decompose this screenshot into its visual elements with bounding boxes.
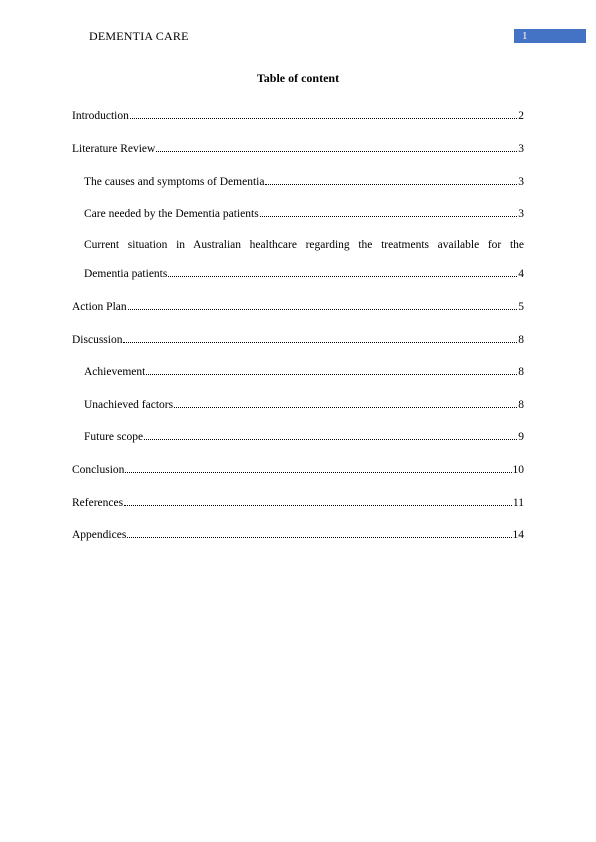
toc-entry-page: 8 [518, 399, 524, 412]
dot-leader [123, 333, 517, 343]
toc-entry-unachieved-factors[interactable] [84, 398, 524, 411]
toc-entry-future-scope[interactable] [84, 430, 524, 443]
dot-leader [144, 430, 517, 440]
toc-entry-page: 3 [518, 143, 524, 156]
dot-leader [260, 207, 518, 217]
toc-entry-page: 11 [512, 497, 524, 510]
toc-entry-conclusion[interactable] [72, 463, 524, 476]
toc-entry-label: Unachieved factors [84, 399, 174, 412]
dot-leader [156, 142, 517, 152]
dot-leader [124, 496, 512, 506]
toc-entry-references[interactable] [72, 496, 524, 509]
toc-entry-page: 2 [518, 110, 524, 123]
dot-leader [130, 109, 517, 119]
toc-entry-introduction[interactable] [72, 109, 524, 122]
toc-entry-literature-review[interactable] [72, 142, 524, 155]
toc-entry-label: Introduction [72, 110, 129, 123]
dot-leader [127, 528, 511, 538]
toc-entry-page: 5 [518, 301, 524, 314]
dot-leader [265, 175, 517, 185]
toc-entry-page: 8 [518, 366, 524, 379]
dot-leader [128, 300, 518, 310]
toc-entry-label: Action Plan [72, 301, 127, 314]
toc-entry-label: Future scope [84, 431, 144, 444]
toc-entry-page: 3 [518, 208, 524, 221]
toc-entry-page: 3 [518, 176, 524, 189]
toc-entry-action-plan[interactable] [72, 300, 524, 313]
toc-entry-label: The causes and symptoms of Dementia [84, 176, 265, 189]
toc-entry-appendices[interactable] [72, 528, 524, 541]
toc-entry-page: 10 [512, 464, 524, 477]
dot-leader [168, 267, 517, 277]
toc-entry-page: 9 [518, 431, 524, 444]
running-header-title: DEMENTIA CARE [89, 29, 189, 43]
toc-entry-label: Discussion [72, 334, 123, 347]
toc-entry-causes-symptoms[interactable] [84, 175, 524, 188]
toc-heading: Table of content [256, 71, 340, 85]
page-number-badge: 1 [514, 29, 586, 43]
toc-entry-page: 8 [518, 334, 524, 347]
toc-entry-label: Appendices [72, 529, 127, 542]
toc-entry-page: 4 [518, 268, 524, 281]
dot-leader [174, 398, 517, 408]
toc-entry-label: Conclusion [72, 464, 125, 477]
toc-entry-label: Dementia patients [84, 268, 168, 281]
dot-leader [146, 365, 517, 375]
dot-leader [125, 463, 511, 473]
toc-entry-label: References [72, 497, 124, 510]
toc-entry-care-needed[interactable] [84, 207, 524, 220]
toc-entry-discussion[interactable] [72, 333, 524, 346]
toc-entry-page: 14 [512, 529, 524, 542]
toc-entry-achievement[interactable] [84, 365, 524, 378]
toc-entry-label: Literature Review [72, 143, 156, 156]
toc-entry-current-situation[interactable] [84, 267, 524, 280]
toc-entry-current-situation-line1[interactable]: Current situation in Australian healthcare regarding the treatments available for the [84, 239, 524, 251]
toc-entry-label: Care needed by the Dementia patients [84, 208, 259, 221]
toc-entry-label: Achievement [84, 366, 146, 379]
